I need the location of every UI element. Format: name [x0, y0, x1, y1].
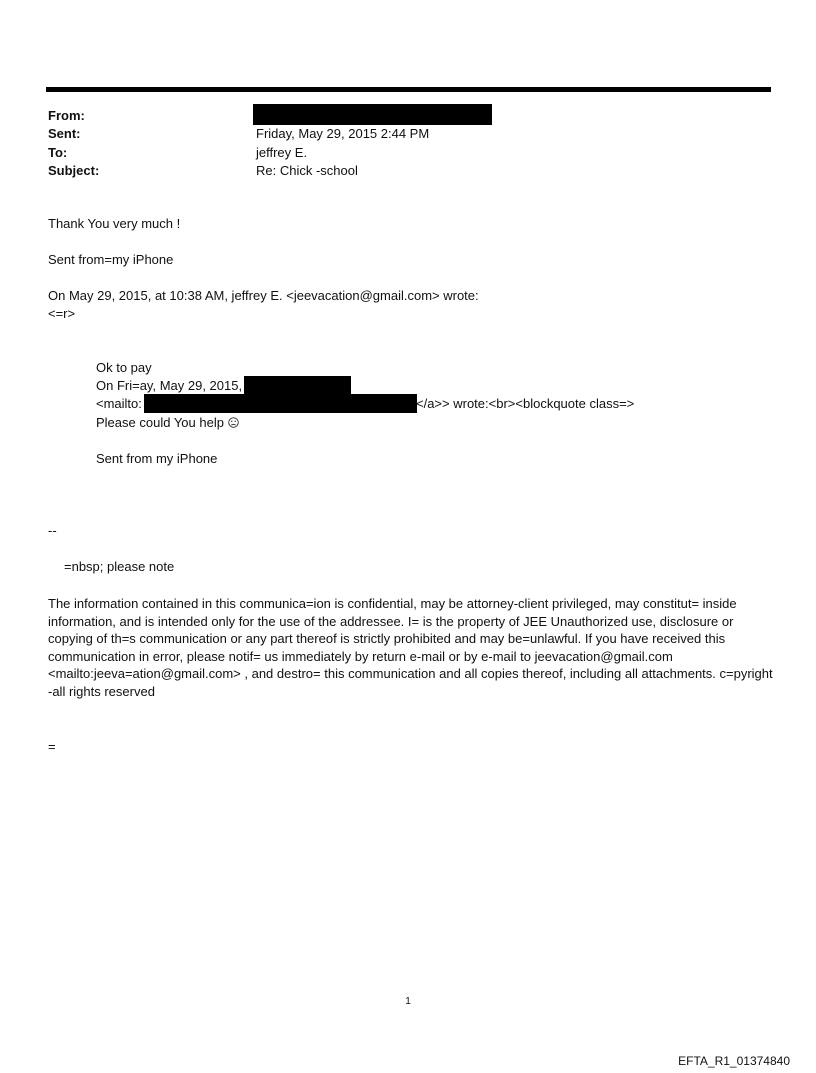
quoted-ok-to-pay: Ok to pay: [96, 360, 152, 375]
quoted-mailto-suffix: </a>> wrote:<br><blockquote class=>: [416, 396, 635, 411]
signature-nbsp-note: =nbsp; please note: [64, 559, 175, 574]
subject-label: Subject:: [48, 163, 100, 178]
quoted-mailto-prefix: <mailto:: [96, 396, 142, 411]
subject-value: Re: Chick -school: [256, 163, 358, 178]
sad-face-icon: [228, 417, 239, 428]
page-number: 1: [405, 996, 411, 1007]
to-label: To:: [48, 145, 68, 160]
redacted-sender-name: [244, 376, 351, 395]
body-tag-line: <=r>: [48, 306, 76, 321]
quoted-on-date: On Fri=ay, May 29, 2015,: [96, 378, 243, 393]
header-rule: [46, 87, 771, 92]
confidentiality-disclaimer: The information contained in this communica=ion is confidential, may be attorney-client privileged, may constitut= inside information, and is intended only for the use of the addressee. I= is the property of JEE Unauthorized use, disclosure or copying of th=s communication or any part thereof is strictly prohibited and may be=unlawful. If you have received this communication in error, please notif= us immediately by return e-mail or by e-mail to jeevacation@gmail.com <mailto:jeeva=ation@gmail.com> , and destro= this communication and all copies thereof, including all attachments. c=pyright -all rights reserved: [48, 596, 773, 699]
sent-value: Friday, May 29, 2015 2:44 PM: [256, 126, 430, 141]
body-sent-from: Sent from=my iPhone: [48, 252, 174, 267]
to-value: jeffrey E.: [256, 145, 308, 160]
signature-trailing: =: [48, 739, 56, 754]
bates-number: EFTA_R1_01374840: [678, 1054, 790, 1068]
quoted-sent-from: Sent from my iPhone: [96, 451, 218, 466]
sent-label: Sent:: [48, 126, 81, 141]
from-label: From:: [48, 108, 85, 123]
body-wrote-line: On May 29, 2015, at 10:38 AM, jeffrey E. <jeevacation@gmail.com> wrote:: [48, 288, 479, 303]
quoted-please-help: Please could You help: [96, 415, 224, 430]
body-thanks: Thank You very much !: [48, 216, 181, 231]
signature-dashes: --: [48, 523, 57, 538]
redacted-mailto-address: [144, 394, 417, 413]
redacted-from-address: [253, 104, 492, 125]
quoted-please-help-line: [96, 414, 239, 432]
